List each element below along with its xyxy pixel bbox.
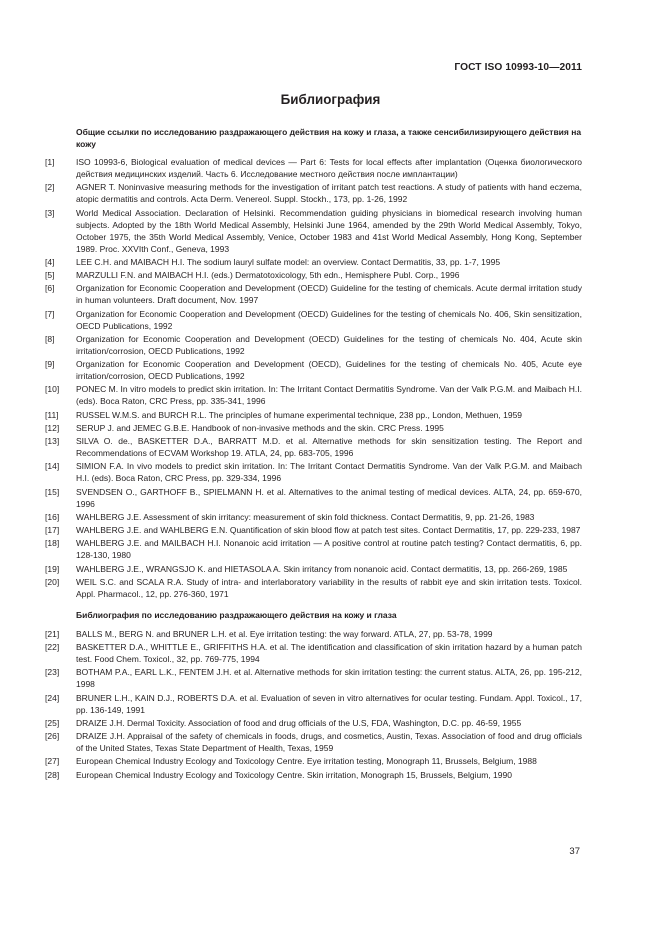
reference-text: Organization for Economic Cooperation and Development (OECD) Guideline for the testing of chemicals. Acute dermal irritation study in human volunteers. Draft document, Nov. 1997 [76,283,582,306]
reference-text: BALLS M., BERG N. and BRUNER L.H. et al. Eye irritation testing: the way forward. ATLA, 27, pp. 53-78, 1999 [76,628,493,639]
reference-item [45,383,582,407]
reference-text: Organization for Economic Cooperation and Development (OECD) Guidelines for the testing of chemicals No. 404, Acute skin irritation/corrosion, OECD Publications, 1992 [76,333,582,356]
reference-number: [25] [45,717,60,728]
reference-item [45,156,582,180]
standard-id: ГОСТ ISO 10993-10—2011 [454,62,582,73]
reference-number: [26] [45,731,60,741]
reference-item [45,308,582,332]
reference-number: [21] [45,628,60,639]
reference-item [45,282,582,306]
section-heading-irritation: Библиография по исследованию раздражающего действия на кожу и глаза [76,609,397,620]
reference-text: WAHLBERG J.E. Assessment of skin irritancy: measurement of skin fold thickness. Contact Dermatitis, 9, pp. 21-26, 1983 [76,511,535,522]
reference-text: BRUNER L.H., KAIN D.J., ROBERTS D.A. et al. Evaluation of seven in vitro alternatives for ocular testing. Fundam. Appl. Toxicol., 17, pp. 136-149, 1991 [76,692,582,715]
reference-number: [18] [45,538,60,549]
reference-item [45,460,582,484]
reference-item [45,692,582,716]
reference-number: [22] [45,642,60,652]
reference-text: SVENDSEN O., GARTHOFF B., SPIELMANN H. et al. Alternatives to the animal testing of medical devices. ALTA, 24, pp. 659-670, 1996 [76,486,582,509]
reference-number: [6] [45,283,55,294]
reference-item [45,207,582,255]
reference-item [45,358,582,382]
reference-text: Organization for Economic Cooperation and Development (OECD), Guidelines for the testing of chemicals No. 405, Acute eye irritation/corrosion, OECD Publications, 1992 [76,359,582,381]
reference-text: BOTHAM P.A., EARL L.K., FENTEM J.H. et al. Alternative methods for skin irritation testing: the current status. ALTA, 26, pp. 195-212, 1998 [76,667,582,690]
reference-number: [7] [45,308,55,319]
reference-number: [16] [45,511,60,522]
reference-item [45,181,582,205]
reference-number: [17] [45,525,60,535]
reference-number: [23] [45,667,60,678]
reference-text: SILVA O. de., BASKETTER D.A., BARRATT M.D. et al. Alternative methods for skin sensitization testing. The Report and Recommendations of ECVAM Workshop 19. ATLA, 24, pp. 683-705, 1996 [76,436,582,458]
reference-number: [27] [45,756,60,767]
reference-number: [12] [45,422,60,433]
reference-text: WAHLBERG J.E., WRANGSJO K. and HIETASOLA A. Skin irritancy from nonanoic acid. Contact dermatitis, 13, pp. 266-269, 1985 [76,563,568,574]
reference-number: [10] [45,384,60,395]
reference-number: [14] [45,461,60,472]
reference-text: Organization for Economic Cooperation and Development (OECD) Guidelines for the testing of chemicals No. 406, Skin sensitization, OECD Publications, 1992 [76,308,582,331]
reference-text: ISO 10993-6, Biological evaluation of medical devices — Part 6: Tests for local effects after implantation (Оценка биологического действия медицинских изделий. Часть 6. Исследование местного действия после имплантации) [76,157,582,179]
reference-text: BASKETTER D.A., WHITTLE E., GRIFFITHS H.A. et al. The identification and classification of skin irritation hazard by a human patch test. Food Chem. Toxicol., 32, pp. 769-775, 1994 [76,642,582,664]
reference-number: [5] [45,270,55,280]
reference-number: [2] [45,182,55,193]
reference-text: European Chemical Industry Ecology and Toxicology Centre. Eye irritation testing, Monograph 11, Brussels, Belgium, 1988 [76,756,537,767]
reference-number: [3] [45,207,55,218]
page-title: Библиография [280,92,381,107]
reference-item [45,666,582,690]
reference-text: WAHLBERG J.E. and MAILBACH H.I. Nonanoic acid irritation — A positive control at routine patch testing? Contact dermatitis, 6, pp. 128-130, 1980 [76,538,582,561]
reference-number: [9] [45,359,55,369]
reference-text: WAHLBERG J.E. and WAHLBERG E.N. Quantification of skin blood flow at patch test sites. Contact Dermatitis, 17, pp. 229-233, 1987 [76,525,581,535]
reference-item [45,769,582,781]
reference-number: [28] [45,769,60,780]
page-number: 37 [569,846,580,857]
reference-item [45,486,582,510]
reference-number: [15] [45,486,60,497]
reference-text: WEIL S.C. and SCALA R.A. Study of intra- and interlaboratory variability in the results of rabbit eye and skin irritation tests. Toxicol. Appl. Pharmacol., 12, pp. 276-360, 1971 [76,576,582,599]
reference-number: [13] [45,436,60,446]
reference-item [45,576,582,600]
reference-item [45,256,582,268]
reference-item [45,269,582,281]
reference-item [45,641,582,665]
reference-item [45,422,582,434]
reference-number: [20] [45,576,60,587]
reference-item [45,333,582,357]
reference-list-irritation [45,628,582,781]
reference-text: MARZULLI F.N. and MAIBACH H.I. (eds.) Dermatotoxicology, 5th edn., Hemisphere Publ. Corp., 1996 [76,270,460,280]
reference-text: World Medical Association. Declaration of Helsinki. Recommendation guiding physicians in biomedical research involving human subjects. Adopted by the 18th World Medical Assembly, Helsinki June 1964, amended by the 29th World Medical Assembly, Tokyo, October 1975, the 35th World Medical Assembly, Venice, October 1983 and 41st World Medical Assembly, Hong Kong, September 1989. Proc. XXVIth Conf., Geneva, 1993 [76,207,582,254]
reference-item [45,628,582,640]
reference-text: SIMION F.A. In vivo models to predict skin irritation. In: The Irritant Contact Dermatitis Syndrome. Van der Valk P.G.M. and Maibach H.I. (eds). Boca Raton, CRC Press, pp. 329-334, 1996 [76,461,582,484]
reference-number: [1] [45,157,55,167]
reference-number: [11] [45,409,59,420]
reference-text: European Chemical Industry Ecology and Toxicology Centre. Skin irritation, Monograph 15, Brussels, Belgium, 1990 [76,769,512,780]
reference-text: AGNER T. Noninvasive measuring methods for the investigation of irritant patch test reactions. A study of patients with hand eczema, atopic dermatitis and controls. Acta Derm. Venereol. Suppl. Stockh., 173, pp. 1-26, 1992 [76,182,582,205]
reference-number: [8] [45,333,55,344]
reference-item [45,563,582,575]
bibliography-content [45,126,582,782]
reference-number: [19] [45,563,60,574]
reference-text: LEE C.H. and MAIBACH H.I. The sodium lauryl sulfate model: an overview. Contact Dermatitis, 33, pp. 1-7, 1995 [76,256,501,267]
reference-number: [4] [45,256,55,267]
reference-item [45,717,582,729]
reference-item [45,537,582,561]
reference-item [45,511,582,523]
reference-item [45,409,582,421]
reference-text: PONEC M. In vitro models to predict skin irritation. In: The Irritant Contact Dermatitis Syndrome. Van der Valk P.G.M. and Maibach H.I. (eds). Boca Raton, CRC Press, pp. 335-341, 1996 [76,384,582,407]
reference-item [45,435,582,459]
section-heading-general: Общие ссылки по исследованию раздражающего действия на кожу и глаза, а также сенсибилизирующего действия на кожу [76,127,582,149]
reference-text: DRAIZE J.H. Appraisal of the safety of chemicals in foods, drugs, and cosmetics, Austin, Texas. Association of food and drug officials of the United States, Texas State Department of Health, Texas, 1959 [76,731,582,753]
reference-text: DRAIZE J.H. Dermal Toxicity. Association of food and drug officials of the U.S, FDA, Washington, D.C. pp. 46-59, 1955 [76,717,522,728]
reference-item [45,524,582,536]
reference-item [45,730,582,754]
reference-number: [24] [45,692,60,703]
reference-text: RUSSEL W.M.S. and BURCH R.L. The principles of humane experimental technique, 238 pp., London, Methuen, 1959 [76,409,523,420]
reference-list-general [45,156,582,600]
reference-text: SERUP J. and JEMEC G.B.E. Handbook of non-invasive methods and the skin. CRC Press. 1995 [76,422,444,433]
reference-item [45,755,582,767]
